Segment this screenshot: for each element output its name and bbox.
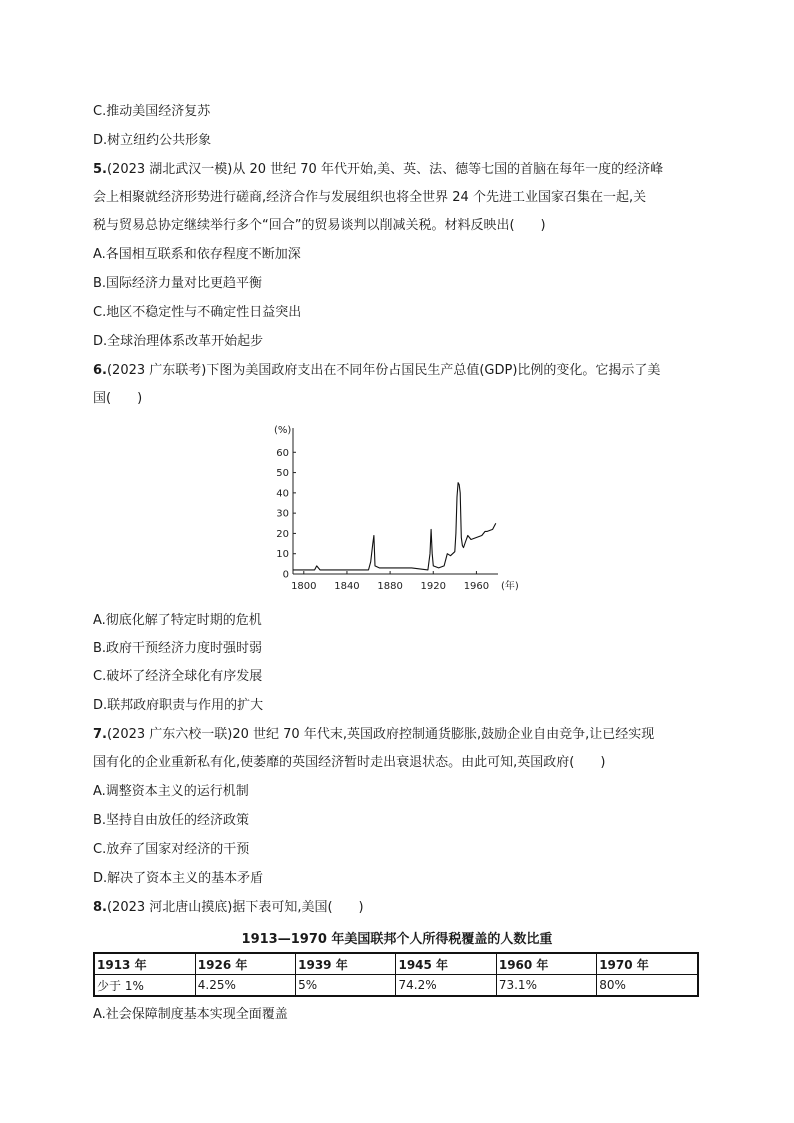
y-tick-label: 10 bbox=[276, 549, 289, 561]
q6-stem-line-1 bbox=[93, 362, 660, 380]
table-cell: 80% bbox=[597, 975, 698, 997]
x-tick-label: 1840 bbox=[334, 581, 360, 592]
table-row bbox=[94, 975, 698, 997]
y-tick-label: 40 bbox=[276, 488, 289, 500]
table-header-row bbox=[94, 953, 698, 975]
q5-option-b: B.国际经济力量对比更趋平衡 bbox=[93, 276, 263, 291]
q5-option-c: C.地区不稳定性与不确定性日益突出 bbox=[93, 305, 302, 320]
table-header-cell: 1945 年 bbox=[396, 953, 496, 975]
q5-stem-line-1 bbox=[93, 161, 663, 179]
table-cell: 5% bbox=[296, 975, 396, 997]
y-tick-label: 30 bbox=[276, 508, 289, 520]
table-cell: 73.1% bbox=[496, 975, 596, 997]
gdp-share-series-line bbox=[293, 483, 496, 570]
q6-option-c: C.破坏了经济全球化有序发展 bbox=[93, 669, 263, 684]
q6-stem-text-1: (2023 广东联考)下图为美国政府支出在不同年份占国民生产总值(GDP)比例的变化。它揭示了美 bbox=[106, 363, 661, 378]
y-tick-label: 50 bbox=[276, 468, 289, 480]
q5-stem-line-3: 税与贸易总协定继续举行多个“回合”的贸易谈判以削减关税。材料反映出( ) bbox=[93, 218, 546, 233]
q5-option-a: A.各国相互联系和依存程度不断加深 bbox=[93, 247, 301, 262]
table-cell: 4.25% bbox=[195, 975, 295, 997]
x-tick-label: 1920 bbox=[420, 581, 446, 592]
q6-number: 6. bbox=[93, 363, 107, 378]
y-tick-label: 0 bbox=[282, 569, 289, 581]
q7-option-d: D.解决了资本主义的基本矛盾 bbox=[93, 871, 264, 886]
table-header-cell: 1926 年 bbox=[195, 953, 295, 975]
q7-stem-line-2: 国有化的企业重新私有化,使萎靡的英国经济暂时走出衰退状态。由此可知,英国政府( ) bbox=[93, 755, 606, 770]
q6-stem-line-2: 国( ) bbox=[93, 391, 143, 406]
q8-option-a: A.社会保障制度基本实现全面覆盖 bbox=[93, 1007, 288, 1022]
gov-spending-chart bbox=[270, 420, 530, 600]
q7-stem-text-1: (2023 广东六校一联)20 世纪 70 年代末,英国政府控制通货膨胀,鼓励企业自由竞争,让已经实现 bbox=[106, 727, 655, 742]
x-tick-label: 1800 bbox=[291, 581, 317, 592]
q7-stem-line-1 bbox=[93, 726, 654, 744]
table-title: 1913—1970 年美国联邦个人所得税覆盖的人数比重 bbox=[241, 932, 553, 947]
table-cell: 74.2% bbox=[396, 975, 496, 997]
q7-option-c: C.放弃了国家对经济的干预 bbox=[93, 842, 250, 857]
q5-stem-text-1: (2023 湖北武汉一模)从 20 世纪 70 年代开始,美、英、法、德等七国的首脑在每年一度的经济峰 bbox=[106, 162, 664, 177]
q5-stem-line-2: 会上相聚就经济形势进行磋商,经济合作与发展组织也将全世界 24 个先进工业国家召集在一起,关 bbox=[93, 190, 647, 205]
table-header-cell: 1960 年 bbox=[496, 953, 596, 975]
q8-stem-text-1: (2023 河北唐山摸底)据下表可知,美国( ) bbox=[106, 900, 364, 915]
q4-option-c: C.推动美国经济复苏 bbox=[93, 104, 211, 119]
table-cell: 少于 1% bbox=[94, 975, 195, 997]
q4-option-d: D.树立纽约公共形象 bbox=[93, 133, 212, 148]
chart-svg bbox=[270, 420, 530, 600]
q5-option-d: D.全球治理体系改革开始起步 bbox=[93, 334, 264, 349]
q6-option-a: A.彻底化解了特定时期的危机 bbox=[93, 613, 262, 628]
table-header-cell: 1970 年 bbox=[597, 953, 698, 975]
q7-option-b: B.坚持自由放任的经济政策 bbox=[93, 813, 250, 828]
q5-number: 5. bbox=[93, 162, 107, 177]
x-tick-label: 1960 bbox=[463, 581, 490, 592]
q6-option-d: D.联邦政府职责与作用的扩大 bbox=[93, 698, 264, 713]
tax-coverage-table bbox=[93, 952, 699, 997]
y-tick-label: 20 bbox=[276, 528, 289, 540]
table-header-cell: 1939 年 bbox=[296, 953, 396, 975]
q8-stem-line-1 bbox=[93, 899, 364, 917]
table-header-cell: 1913 年 bbox=[94, 953, 195, 975]
q7-number: 7. bbox=[93, 727, 107, 742]
q8-number: 8. bbox=[93, 900, 107, 915]
y-axis-label: (%) bbox=[274, 425, 292, 436]
q7-option-a: A.调整资本主义的运行机制 bbox=[93, 784, 249, 799]
q6-option-b: B.政府干预经济力度时强时弱 bbox=[93, 641, 263, 656]
y-tick-label: 60 bbox=[276, 447, 289, 459]
x-axis-label: (年) bbox=[501, 581, 519, 592]
x-tick-label: 1880 bbox=[377, 581, 403, 592]
